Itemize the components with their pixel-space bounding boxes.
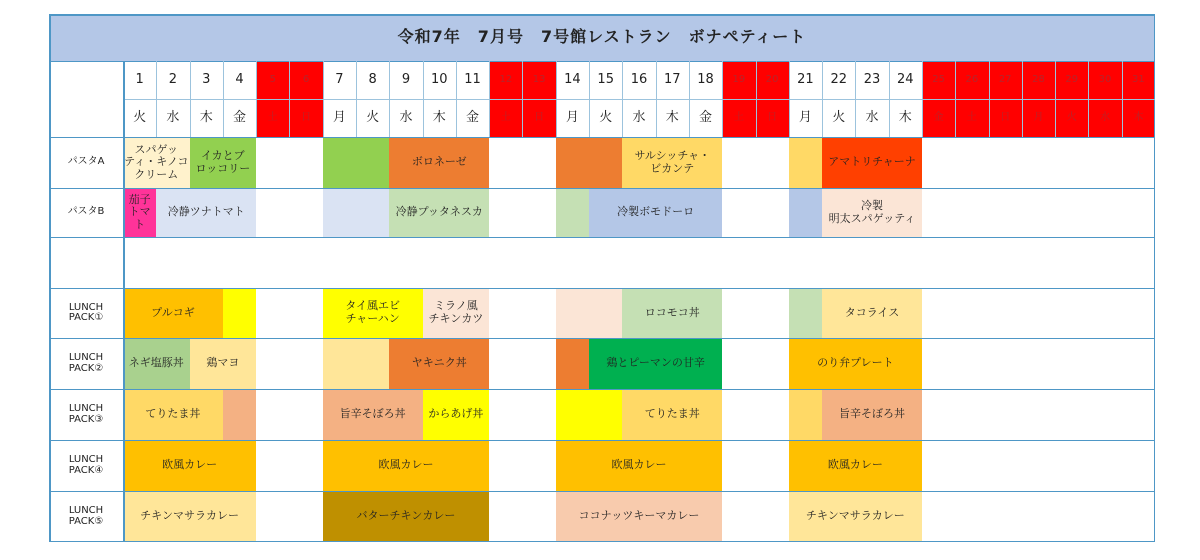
grid-line [49, 491, 1155, 492]
weekday-cell: 月 [332, 109, 346, 125]
weekday-cell: 月 [1022, 99, 1055, 137]
grid-line [822, 61, 823, 137]
date-cell: 19 [722, 61, 755, 99]
menu-item [556, 188, 589, 237]
date-cell: 8 [368, 71, 377, 87]
grid-border [1154, 14, 1156, 542]
menu-item: ネギ塩豚丼 [123, 338, 190, 389]
weekday-cell: 土 [722, 99, 755, 137]
date-cell: 11 [464, 71, 481, 87]
weekday-cell: 土 [955, 99, 988, 137]
grid-line [123, 99, 1155, 100]
grid-line [423, 61, 424, 137]
weekday-cell: 水 [632, 109, 646, 125]
grid-line [589, 61, 590, 137]
date-cell: 13 [522, 61, 555, 99]
weekday-cell: 月 [798, 109, 812, 125]
menu-item: ボロネーゼ [389, 137, 489, 188]
date-cell: 17 [664, 71, 681, 87]
date-cell: 26 [955, 61, 988, 99]
menu-item [323, 338, 390, 389]
menu-item: 欧風カレー [323, 440, 489, 491]
menu-item: 茄子 トマ ト [123, 188, 156, 237]
date-cell: 27 [989, 61, 1022, 99]
menu-item: 鶏とピーマンの甘辛 [589, 338, 722, 389]
grid-line [922, 61, 923, 137]
menu-item: 欧風カレー [123, 440, 256, 491]
menu-item: タコライス [822, 288, 922, 338]
weekday-cell: 日 [522, 99, 555, 137]
grid-line [223, 61, 224, 137]
date-cell: 29 [1055, 61, 1088, 99]
date-cell: 3 [202, 71, 211, 87]
weekday-cell: 木 [665, 109, 679, 125]
weekday-cell: 火 [366, 109, 380, 125]
grid-line [256, 61, 257, 137]
weekday-cell: 月 [565, 109, 579, 125]
page-title: 令和7年 7月号 7号館レストラン ボナペティート [49, 14, 1155, 61]
grid-line [1055, 61, 1056, 137]
row-label [49, 237, 123, 288]
grid-line [989, 61, 990, 137]
weekday-cell: 日 [989, 99, 1022, 137]
row-label: パスタB [67, 206, 105, 218]
weekday-cell: 木 [1122, 99, 1155, 137]
grid-line [49, 288, 1155, 289]
menu-item: チキンマサラカレー [123, 491, 256, 542]
menu-item [789, 137, 822, 188]
row-label: LUNCH PACK① [68, 301, 104, 323]
date-cell: 31 [1122, 61, 1155, 99]
row-label: LUNCH PACK② [68, 352, 104, 374]
grid-line [49, 137, 1155, 138]
grid-border [49, 14, 51, 542]
row-label: パスタA [67, 156, 105, 168]
menu-item [789, 389, 822, 440]
menu-item: アマトリチャーナ [822, 137, 922, 188]
menu-item: ミラノ風 チキンカツ [423, 288, 490, 338]
weekday-cell: 水 [166, 109, 180, 125]
weekday-cell: 金 [699, 109, 713, 125]
grid-line [156, 61, 157, 137]
weekday-cell: 日 [756, 99, 789, 137]
weekday-cell: 火 [832, 109, 846, 125]
date-cell: 9 [401, 71, 411, 87]
date-cell: 23 [863, 71, 881, 87]
menu-item: ロコモコ丼 [622, 288, 722, 338]
menu-item [223, 288, 256, 338]
menu-item: てりたま丼 [622, 389, 722, 440]
weekday-cell: 水 [865, 109, 879, 125]
grid-border [49, 541, 1155, 543]
date-cell: 25 [922, 61, 955, 99]
date-cell: 15 [597, 71, 614, 87]
menu-item: 冷製 明太スパゲッティ [822, 188, 922, 237]
weekday-cell: 火 [1055, 99, 1088, 137]
menu-item: プルコギ [123, 288, 223, 338]
grid-line [489, 61, 490, 137]
grid-line [522, 61, 523, 137]
date-cell: 24 [897, 71, 914, 87]
menu-item: 冷静ツナトマト [156, 188, 256, 237]
weekday-cell: 金 [922, 99, 955, 137]
weekday-cell: 土 [256, 99, 289, 137]
menu-item [789, 288, 822, 338]
menu-item: 冷静プッタネスカ [389, 188, 489, 237]
menu-item: バターチキンカレー [323, 491, 489, 542]
menu-calendar [49, 14, 1155, 544]
menu-item [556, 338, 589, 389]
grid-line [49, 440, 1155, 441]
menu-item: サルシッチャ・ ビカンテ [622, 137, 722, 188]
grid-line [49, 237, 1155, 238]
date-cell: 12 [489, 61, 522, 99]
menu-item: 冷製ボモドーロ [589, 188, 722, 237]
grid-line [1122, 61, 1123, 137]
weekday-cell: 水 [1088, 99, 1121, 137]
grid-line [622, 61, 623, 137]
menu-item: 鶏マヨ [190, 338, 257, 389]
grid-line [789, 61, 790, 137]
menu-item: 欧風カレー [556, 440, 722, 491]
weekday-cell: 金 [466, 109, 480, 125]
weekday-cell: 日 [289, 99, 322, 137]
grid-line [1088, 61, 1089, 137]
row-label: LUNCH PACK③ [68, 403, 104, 425]
date-cell: 30 [1088, 61, 1121, 99]
grid-line [556, 61, 557, 137]
date-cell: 14 [564, 71, 581, 87]
weekday-cell: 木 [432, 109, 446, 125]
weekday-cell: 火 [133, 109, 147, 125]
grid-line [49, 389, 1155, 390]
menu-item [556, 389, 623, 440]
date-cell: 16 [630, 71, 648, 87]
menu-item: 旨辛そぼろ丼 [822, 389, 922, 440]
menu-item: ココナッツキーマカレー [556, 491, 722, 542]
menu-item: 欧風カレー [789, 440, 922, 491]
menu-item: スパゲッ ティ・キノコ クリーム [123, 137, 190, 188]
menu-item: イカとブ ロッコリー [190, 137, 257, 188]
grid-line [323, 61, 324, 137]
grid-border [49, 14, 1155, 16]
menu-item: 旨辛そぼろ丼 [323, 389, 423, 440]
menu-item: のり弁プレート [789, 338, 922, 389]
date-cell: 2 [168, 71, 178, 87]
weekday-cell: 木 [898, 109, 912, 125]
grid-line [722, 61, 723, 137]
grid-line [456, 61, 457, 137]
menu-item: チキンマサラカレー [789, 491, 922, 542]
date-cell: 20 [756, 61, 789, 99]
date-cell: 7 [335, 71, 344, 87]
row-label: LUNCH PACK⑤ [68, 505, 104, 527]
date-cell: 28 [1022, 61, 1055, 99]
menu-item: タイ風エビ チャーハン [323, 288, 423, 338]
menu-item: からあげ丼 [423, 389, 490, 440]
weekday-cell: 木 [199, 109, 213, 125]
menu-item [323, 188, 390, 237]
date-cell: 4 [235, 71, 244, 87]
grid-line [123, 61, 125, 542]
weekday-cell: 金 [232, 109, 246, 125]
date-cell: 22 [830, 71, 847, 87]
row-label: LUNCH PACK④ [68, 454, 104, 476]
date-cell: 10 [430, 71, 448, 87]
grid-line [656, 61, 657, 137]
grid-line [955, 61, 956, 137]
date-cell: 1 [135, 71, 144, 87]
date-cell: 5 [256, 61, 289, 99]
grid-line [889, 61, 890, 137]
weekday-cell: 火 [599, 109, 613, 125]
grid-line [49, 188, 1155, 189]
menu-item [223, 389, 256, 440]
menu-item [556, 137, 623, 188]
weekday-cell: 水 [399, 109, 413, 125]
grid-line [356, 61, 357, 137]
grid-line [1022, 61, 1023, 137]
date-cell: 21 [797, 71, 814, 87]
grid-line [289, 61, 290, 137]
grid-line [756, 61, 757, 137]
menu-item [323, 137, 390, 188]
date-cell: 6 [289, 61, 322, 99]
grid-line [855, 61, 856, 137]
date-cell: 18 [697, 71, 714, 87]
menu-item: てりたま丼 [123, 389, 223, 440]
menu-item: ヤキニク丼 [389, 338, 489, 389]
weekday-cell: 土 [489, 99, 522, 137]
grid-line [190, 61, 191, 137]
menu-item [556, 288, 623, 338]
menu-item [789, 188, 822, 237]
grid-line [689, 61, 690, 137]
grid-line [49, 338, 1155, 339]
grid-line [389, 61, 390, 137]
